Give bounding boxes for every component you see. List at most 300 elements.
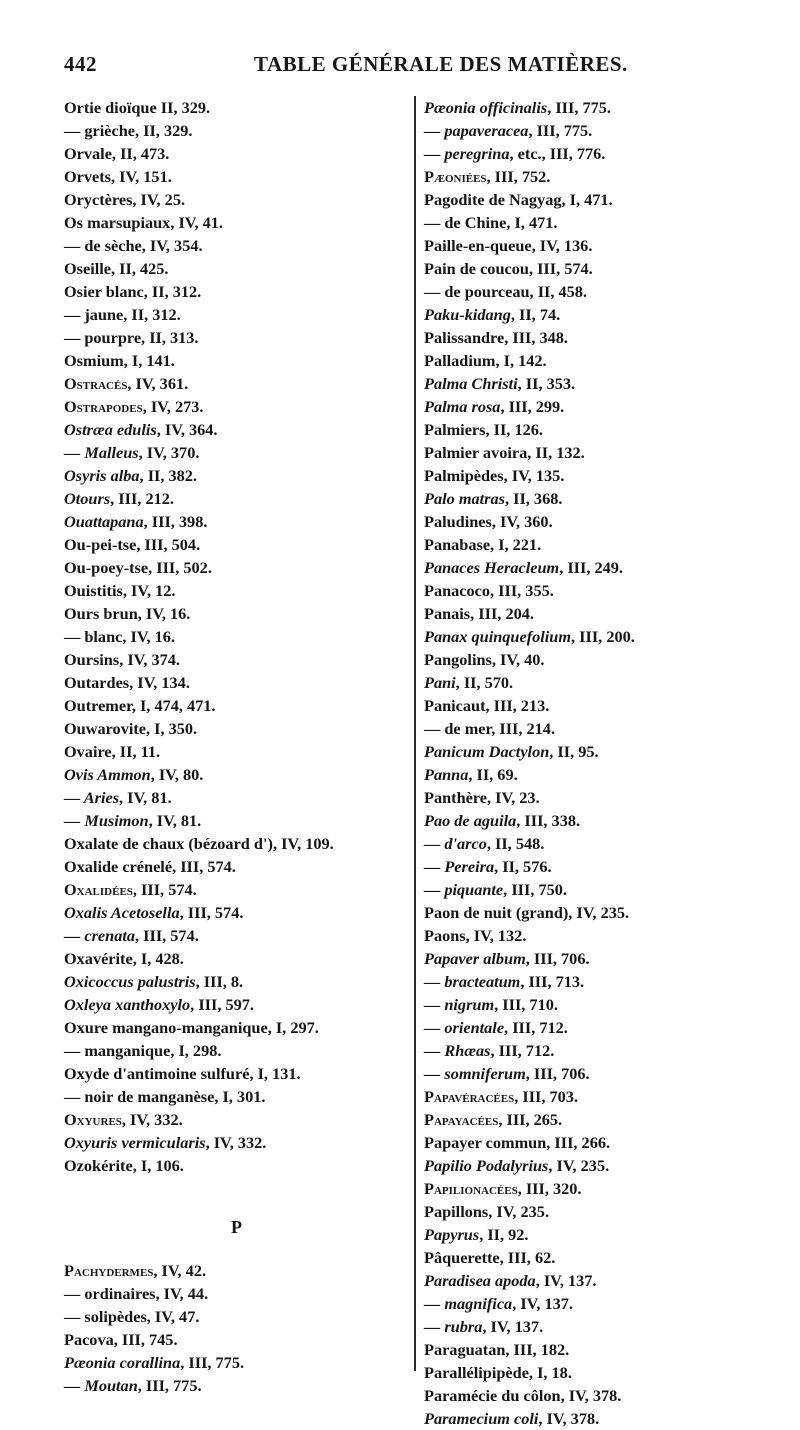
entry-term: Osier blanc [64,282,144,301]
index-entry [64,1282,409,1305]
entry-term: — d'arco [424,834,487,853]
entry-reference: , IV, 360. [491,512,553,531]
entry-term: Papaver album [424,949,526,968]
entry-term: — blanc [64,627,123,646]
index-entry [424,119,724,142]
entry-term: — peregrina [424,144,510,163]
entry-reference: , IV, 81. [148,811,202,830]
entry-term: — magnifica [424,1294,513,1313]
entry-term: Orvale [64,144,112,163]
entry-reference: , II, 368. [504,489,563,508]
entry-term: Papayer commun [424,1133,547,1152]
entry-term: — ordinaires [64,1284,156,1303]
entry-term: Palmipèdes [424,466,504,485]
index-entry [424,211,724,234]
entry-term: Oxleya xanthoxylo [64,995,191,1014]
entry-term: Pani [424,673,456,692]
index-entry [424,533,724,556]
entry-term: Pangolins [424,650,492,669]
entry-reference: , IV, 134. [129,673,190,692]
entry-reference: , III, 752. [486,167,551,186]
entry-reference: , III, 265. [498,1110,563,1129]
entry-term: Panicaut [424,696,486,715]
entry-reference: , III, 574. [135,926,199,945]
entry-reference: , II, 11. [111,742,161,761]
entry-term: — pourpre [64,328,142,347]
entry-term: — papaveracea [424,121,529,140]
entry-reference: , IV, 40. [491,650,545,669]
entry-reference: , I, 474, 471. [131,696,216,715]
entry-reference: , IV, 25. [132,190,186,209]
entry-reference: , IV, 370. [138,443,200,462]
entry-term: — Aries [64,788,120,807]
entry-reference: , III, 574. [528,259,593,278]
entry-term: — orientale [424,1018,505,1037]
index-entry [64,740,409,763]
entry-term: Pâquerette [424,1248,500,1267]
entry-term: Ovaire [64,742,112,761]
index-entry [64,257,409,280]
entry-reference: , I, 301. [214,1087,266,1106]
entry-term: Paraguatan [424,1340,506,1359]
index-entry [424,786,724,809]
entry-term: — bracteatum [424,972,521,991]
index-entry [424,1269,724,1292]
entry-term: Papayacées [424,1110,499,1129]
entry-term: Panna [424,765,469,784]
entry-reference: , IV, 16. [122,627,175,646]
index-entry [64,326,409,349]
entry-reference: , III, 320. [517,1179,582,1198]
index-entry [424,1177,724,1200]
index-entry [424,395,724,418]
entry-term: — nigrum [424,995,495,1014]
entry-term: Paludines [424,512,492,531]
entry-reference: , etc., III, 776. [509,144,606,163]
entry-term: Oxalate de chaux (bézoard d') [64,834,273,853]
entry-term: Ouattapana [64,512,144,531]
entry-term: Paramécie du côlon [424,1386,561,1405]
index-entry [64,832,409,855]
entry-term: Palladium [424,351,496,370]
page-title: TABLE GÉNÉRALE DES MATIÈRES. [254,52,628,76]
index-column-right [424,96,724,1430]
section-spacer [64,1177,409,1195]
index-entry [424,1223,724,1246]
entry-reference: , IV, 361. [127,374,189,393]
column-divider [414,96,416,1371]
index-entry [64,694,409,717]
entry-term: Ortie dioïque [64,98,157,117]
index-entry [64,648,409,671]
entry-reference: , IV, 235. [488,1202,550,1221]
entry-term: — de mer [424,719,492,738]
entry-reference: , III, 775. [528,121,593,140]
index-entry [64,602,409,625]
entry-reference: , II, 74. [510,305,561,324]
entry-reference: , IV, 354. [141,236,203,255]
index-entry [64,1154,409,1177]
entry-term: — somniferum [424,1064,526,1083]
entry-reference: , III, 597. [190,995,254,1014]
entry-term: Ozokérite [64,1156,133,1175]
index-entry [424,579,724,602]
index-entry [64,96,409,119]
entry-reference: , III, 182. [505,1340,570,1359]
entry-term: Os marsupiaux [64,213,171,232]
index-entry [424,349,724,372]
entry-reference: , III, 338. [516,811,581,830]
entry-reference: , II, 69. [468,765,518,784]
index-entry [424,234,724,257]
entry-reference: , II, 132. [527,443,585,462]
index-entry [424,648,724,671]
entry-reference: , IV, 41. [170,213,223,232]
entry-term: — crenata [64,926,135,945]
entry-term: — jaune [64,305,124,324]
entry-reference: , I, 297. [267,1018,319,1037]
index-entry [64,1131,409,1154]
entry-term: Ouwarovite [64,719,147,738]
entry-term: Ouistitis [64,581,123,600]
entry-reference: , IV, 137. [535,1271,597,1290]
entry-term: Palma Christi [424,374,518,393]
entry-reference: , III, 348. [504,328,569,347]
entry-term: Oxalis Acetosella [64,903,180,922]
entry-reference: , IV, 136. [531,236,593,255]
index-entry [424,464,724,487]
entry-term: Outremer [64,696,132,715]
index-entry [424,280,724,303]
index-entry [64,855,409,878]
index-entry [64,142,409,165]
index-entry [424,671,724,694]
entry-reference: , III, 775. [137,1376,202,1395]
index-entry [64,234,409,257]
entry-reference: , I, 471. [506,213,558,232]
index-entry [424,487,724,510]
entry-term: — rubra [424,1317,483,1336]
entry-reference: , III, 266. [546,1133,611,1152]
index-entry [424,1361,724,1384]
index-entry [64,671,409,694]
index-entry [424,901,724,924]
index-entry [424,510,724,533]
entry-reference: , II, 95. [549,742,599,761]
entry-reference: , IV, 332. [205,1133,267,1152]
index-entry [424,1062,724,1085]
entry-term: — grièche [64,121,135,140]
entry-term: Otours [64,489,111,508]
entry-reference: , III, 213. [485,696,550,715]
index-entry [64,1259,409,1282]
entry-term: Ovis Ammon [64,765,151,784]
entry-term: Pacova [64,1330,114,1349]
entry-term: — de Chine [424,213,507,232]
index-entry [424,970,724,993]
entry-reference: , I, 221. [490,535,542,554]
entry-term: — piquante [424,880,504,899]
index-entry [64,625,409,648]
index-entry [424,418,724,441]
entry-reference: , II, 382. [139,466,197,485]
entry-term: Paramecium coli [424,1409,539,1428]
entry-term: — Rhæas [424,1041,491,1060]
entry-term: Ostrapodes [64,397,143,416]
index-entry [64,1351,409,1374]
index-entry [64,1328,409,1351]
entry-reference: , III, 504. [136,535,201,554]
index-entry [64,1108,409,1131]
entry-reference: , I, 428. [132,949,184,968]
entry-reference: , IV, 44. [155,1284,209,1303]
entry-term: Panabase [424,535,491,554]
entry-term: Pæoniées [424,167,487,186]
entry-reference: , III, 775. [180,1353,245,1372]
entry-reference: , III, 355. [490,581,554,600]
entry-reference: , I, 142. [495,351,547,370]
entry-reference: , I, 471. [561,190,613,209]
index-entry [64,1374,409,1397]
entry-reference: , II, 126. [485,420,543,439]
entry-term: Pachydermes [64,1261,154,1280]
entry-reference: , II, 312. [143,282,202,301]
index-entry [64,487,409,510]
index-entry [424,740,724,763]
entry-reference: , II, 313. [141,328,199,347]
entry-reference: , III, 710. [494,995,558,1014]
index-entry [64,1305,409,1328]
index-entry [424,763,724,786]
entry-term: Oxalide crénelé [64,857,173,876]
index-entry [64,372,409,395]
entry-term: Ours brun [64,604,138,623]
index-entry [64,211,409,234]
entry-term: Oxyuris vermicularis [64,1133,206,1152]
index-entry [64,763,409,786]
index-entry [64,119,409,142]
entry-term: Ou-poey-tse [64,558,149,577]
entry-reference: , II, 92. [479,1225,529,1244]
entry-term: — solipèdes [64,1307,147,1326]
entry-term: Panicum Dactylon [424,742,550,761]
entry-term: Papilio Podalyrius [424,1156,549,1175]
index-entry [64,464,409,487]
entry-term: Palissandre [424,328,505,347]
index-entry [424,188,724,211]
entry-term: Panaces Heracleum [424,558,560,577]
entry-term: Papavéracées [424,1087,515,1106]
index-entry [424,257,724,280]
index-entry [424,326,724,349]
entry-reference: , III, 299. [500,397,565,416]
index-entry [424,625,724,648]
entry-term: — Musimon [64,811,149,830]
entry-reference: , II, 458. [529,282,587,301]
entry-term: Palmier avoira [424,443,528,462]
entry-term: Pæonia officinalis [424,98,548,117]
index-entry [64,717,409,740]
entry-term: Outardes [64,673,130,692]
index-entry [424,602,724,625]
entry-reference: , I, 350. [146,719,198,738]
entry-reference: , I, 298. [170,1041,222,1060]
entry-term: Parallélipipède [424,1363,529,1382]
entry-reference: , III, 750. [503,880,567,899]
entry-reference: , III, 8. [195,972,244,991]
entry-term: Paons [424,926,466,945]
entry-term: Panax quinquefolium [424,627,572,646]
entry-reference: , II, 312. [123,305,181,324]
index-entry [424,855,724,878]
entry-reference: , IV, 378. [538,1409,600,1428]
index-entry [64,970,409,993]
entry-term: Pæonia corallina [64,1353,181,1372]
index-entry [424,993,724,1016]
index-entry [64,947,409,970]
entry-reference: , IV, 47. [146,1307,200,1326]
entry-term: Oxure mangano-manganique [64,1018,268,1037]
index-entry [424,1131,724,1154]
entry-reference: , IV, 364. [156,420,218,439]
index-entry [424,924,724,947]
entry-reference: , II, 576. [494,857,552,876]
index-entry [424,947,724,970]
index-entry [424,878,724,901]
index-entry [64,303,409,326]
entry-reference: , IV, 378. [560,1386,622,1405]
entry-reference: , II, 473. [111,144,170,163]
entry-term: — noir de manganèse [64,1087,215,1106]
index-entry [424,96,724,119]
entry-reference: , III, 62. [499,1248,556,1267]
entry-term: Oxavérite [64,949,133,968]
entry-term: Oxyures [64,1110,122,1129]
index-entry [64,901,409,924]
entry-term: Orvets [64,167,112,186]
index-entry [424,1085,724,1108]
index-entry [64,280,409,303]
index-entry [64,510,409,533]
entry-reference: , IV, 374. [119,650,180,669]
entry-term: Panthère [424,788,488,807]
entry-term: Osyris alba [64,466,140,485]
entry-term: Oxicoccus palustris [64,972,196,991]
entry-reference: , III, 502. [148,558,212,577]
entry-reference: , IV, 137. [482,1317,544,1336]
index-entry [64,395,409,418]
index-entry [64,441,409,464]
entry-reference: , IV, 80. [150,765,204,784]
index-entry [424,1200,724,1223]
entry-term: Panacoco [424,581,491,600]
entry-term: Ostracés [64,374,128,393]
entry-reference: , III, 214. [491,719,556,738]
entry-reference: , III, 712. [504,1018,568,1037]
index-column-left [64,96,409,1397]
index-entry [424,1407,724,1430]
entry-term: Panais [424,604,471,623]
entry-reference: , IV, 273. [142,397,204,416]
entry-reference: , II, 425. [111,259,169,278]
entry-term: Oursins [64,650,120,669]
index-entry [64,809,409,832]
index-entry [64,165,409,188]
index-entry [424,1315,724,1338]
index-entry [424,142,724,165]
entry-term: Ou-pei-tse [64,535,137,554]
index-entry [64,878,409,901]
entry-reference: , II, 548. [486,834,545,853]
entry-reference: , IV, 42. [153,1261,207,1280]
entry-reference: , III, 713. [520,972,585,991]
entry-reference: , III, 204. [470,604,534,623]
index-entry [64,188,409,211]
entry-reference: , III, 712. [490,1041,555,1060]
index-entry [64,786,409,809]
index-entry [64,1016,409,1039]
entry-reference: , III, 745. [113,1330,178,1349]
page-number: 442 [64,52,97,76]
index-entry [424,1154,724,1177]
entry-term: Oxalidées [64,880,133,899]
index-entry [424,441,724,464]
index-entry [424,372,724,395]
entry-reference: , IV, 235. [568,903,630,922]
entry-term: Oryctères [64,190,133,209]
entry-reference: , II, 570. [455,673,514,692]
entry-reference: , IV, 109. [272,834,334,853]
index-entry [424,303,724,326]
entry-term: — Moutan [64,1376,138,1395]
index-entry [424,694,724,717]
entry-reference: , III, 574. [132,880,197,899]
entry-term: Paon de nuit (grand) [424,903,569,922]
entry-reference: , IV, 23. [487,788,540,807]
index-entry [64,418,409,441]
entry-reference: , IV, 332. [121,1110,183,1129]
entry-reference: II, 329. [156,98,211,117]
index-entry [64,993,409,1016]
entry-reference: , II, 329. [134,121,193,140]
entry-reference: , III, 574. [172,857,236,876]
index-entry [64,579,409,602]
section-letter-heading: P [231,1217,242,1237]
entry-reference: , III, 706. [525,949,590,968]
entry-reference: , IV, 151. [111,167,172,186]
index-entry [424,1338,724,1361]
entry-reference: , I, 141. [123,351,175,370]
index-entry [424,165,724,188]
entry-term: Papilionacées [424,1179,518,1198]
entry-term: — Malleus [64,443,139,462]
index-entry [64,1039,409,1062]
entry-term: Pagodite de Nagyag [424,190,562,209]
entry-reference: , III, 200. [571,627,635,646]
entry-term: Pao de aguila [424,811,517,830]
entry-term: — Pereira [424,857,495,876]
entry-reference: , II, 353. [517,374,576,393]
entry-term: Paille-en-queue [424,236,532,255]
index-entry [424,556,724,579]
entry-reference: , I, 106. [132,1156,184,1175]
index-entry [424,832,724,855]
index-entry [64,924,409,947]
entry-term: Papyrus [424,1225,480,1244]
entry-term: Paradisea apoda [424,1271,536,1290]
index-entry [424,1016,724,1039]
entry-reference: , IV, 81. [119,788,172,807]
